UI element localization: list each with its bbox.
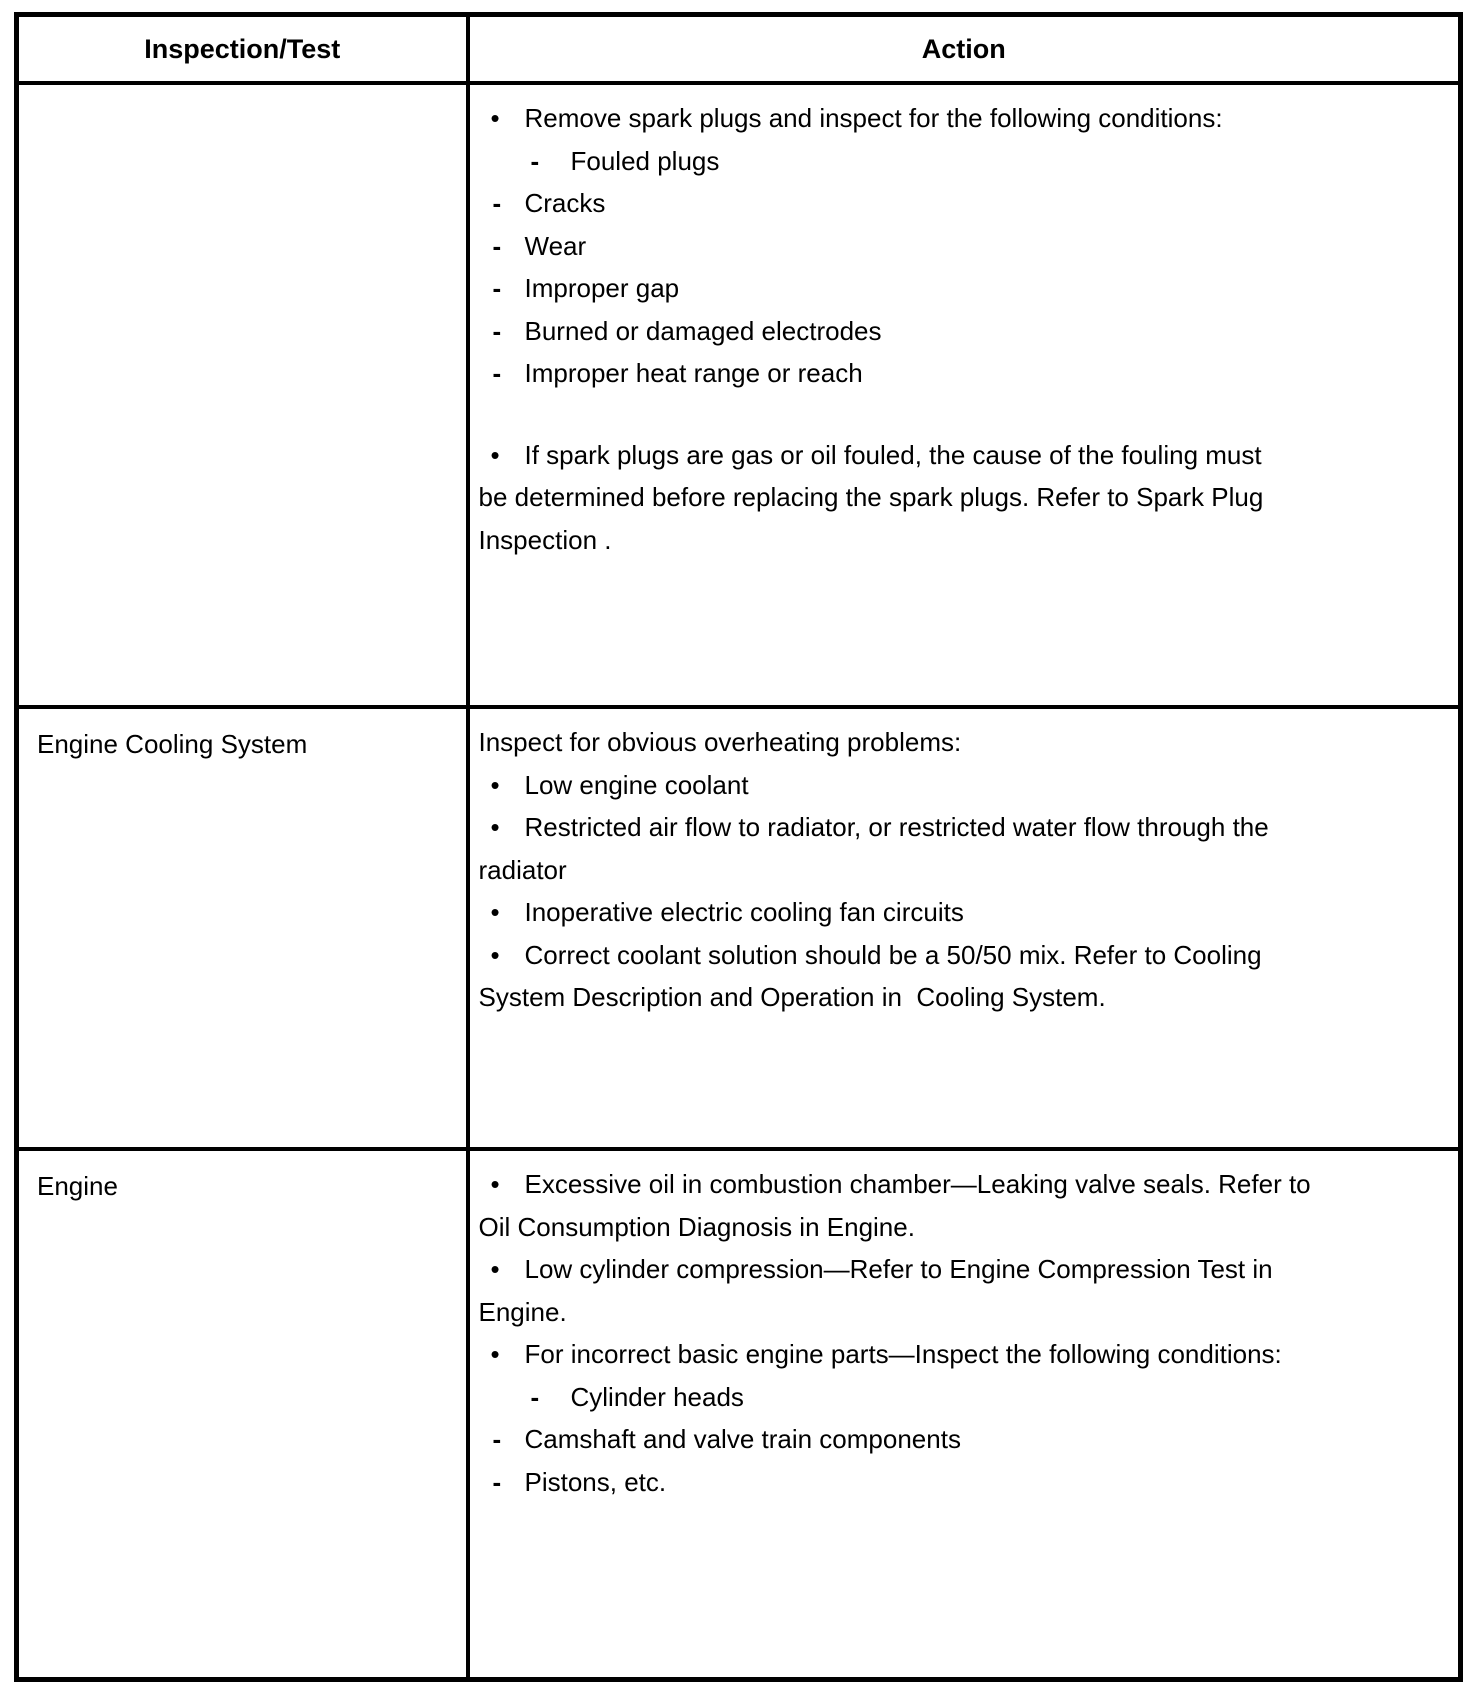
dash-marker: - (492, 358, 502, 388)
action-line (479, 1163, 1447, 1206)
action-text: Low cylinder compression—Refer to Engine Compression Test in (524, 1254, 1273, 1284)
header-cell-action: Action (468, 15, 1461, 84)
action-text: Excessive oil in combustion chamber—Leaking valve seals. Refer to (524, 1169, 1311, 1199)
action-text: Burned or damaged electrodes (524, 315, 882, 346)
blank-line (479, 395, 1447, 434)
header-row (17, 15, 1461, 84)
action-line (479, 764, 1447, 807)
action-text: Wear (524, 230, 587, 261)
action-line (479, 1248, 1447, 1291)
dash-marker: - (530, 1381, 540, 1412)
action-line (479, 352, 1447, 395)
action-line (479, 1376, 1447, 1419)
dash-marker: - (530, 145, 540, 176)
action-line (479, 721, 1447, 764)
test-cell: Engine Cooling System (17, 707, 468, 1149)
dash-marker: - (492, 315, 502, 346)
action-line (479, 225, 1447, 268)
action-line (479, 97, 1447, 140)
action-cell (468, 1149, 1461, 1680)
action-text: be determined before replacing the spark plugs. Refer to Spark Plug (478, 482, 1264, 512)
action-line (479, 891, 1447, 934)
action-text: Oil Consumption Diagnosis in Engine. (478, 1211, 915, 1242)
action-text: System Description and Operation in Cooling System. (478, 982, 1106, 1012)
action-line (479, 476, 1447, 519)
action-text: Fouled plugs (570, 145, 720, 176)
action-text: Pistons, etc. (524, 1466, 667, 1497)
action-text: If spark plugs are gas or oil fouled, the cause of the fouling must (524, 439, 1262, 470)
bullet-marker: • (490, 897, 500, 927)
dash-marker: - (492, 188, 502, 218)
action-text: Camshaft and valve train components (524, 1424, 961, 1454)
action-cell (468, 83, 1461, 707)
bullet-marker: • (490, 439, 500, 470)
bullet-marker: • (490, 769, 500, 800)
action-line (479, 976, 1447, 1019)
action-text: For incorrect basic engine parts—Inspect the following conditions: (524, 1339, 1282, 1369)
action-line (479, 1461, 1447, 1504)
action-text: Restricted air flow to radiator, or restricted water flow through the (524, 812, 1269, 842)
action-text: Inoperative electric cooling fan circuits (524, 897, 964, 927)
action-line (479, 934, 1447, 977)
action-line (479, 1291, 1447, 1334)
bullet-marker: • (490, 939, 500, 970)
bullet-marker: • (490, 1339, 500, 1369)
dash-marker: - (492, 230, 502, 261)
table-row (17, 1149, 1461, 1680)
action-line (479, 1418, 1447, 1461)
action-line (479, 806, 1447, 849)
action-line (479, 267, 1447, 310)
action-text: Correct coolant solution should be a 50/50 mix. Refer to Cooling (524, 939, 1262, 970)
header-cell-inspection-test: Inspection/Test (17, 15, 468, 84)
action-lines (479, 721, 1447, 1019)
action-text: Improper heat range or reach (524, 358, 863, 388)
action-line (479, 182, 1447, 225)
action-text: Inspection . (478, 524, 612, 555)
test-cell: Engine (17, 1149, 468, 1680)
action-lines (479, 97, 1447, 561)
bullet-marker: • (490, 812, 500, 842)
action-line (479, 1333, 1447, 1376)
action-line (479, 140, 1447, 183)
action-text: Cracks (524, 188, 606, 218)
action-line (479, 1206, 1447, 1249)
action-text: Low engine coolant (524, 769, 749, 800)
action-line (479, 434, 1447, 477)
inspection-action-table (14, 12, 1463, 1682)
bullet-marker: • (490, 1169, 500, 1199)
table-row (17, 707, 1461, 1149)
action-text: Cylinder heads (570, 1381, 744, 1412)
action-line (479, 519, 1447, 562)
action-text: Improper gap (524, 273, 680, 303)
bullet-marker: • (490, 103, 500, 133)
table-row (17, 83, 1461, 707)
dash-marker: - (492, 1466, 502, 1497)
action-text: Remove spark plugs and inspect for the following conditions: (524, 103, 1223, 133)
action-text: Inspect for obvious overheating problems: (478, 727, 962, 757)
test-cell (17, 83, 468, 707)
dash-marker: - (492, 1424, 502, 1454)
action-line (479, 849, 1447, 892)
action-lines (479, 1163, 1447, 1503)
action-text: Engine. (478, 1296, 567, 1327)
action-text: radiator (478, 854, 567, 885)
dash-marker: - (492, 273, 502, 303)
bullet-marker: • (490, 1254, 500, 1284)
action-cell (468, 707, 1461, 1149)
action-line (479, 310, 1447, 353)
